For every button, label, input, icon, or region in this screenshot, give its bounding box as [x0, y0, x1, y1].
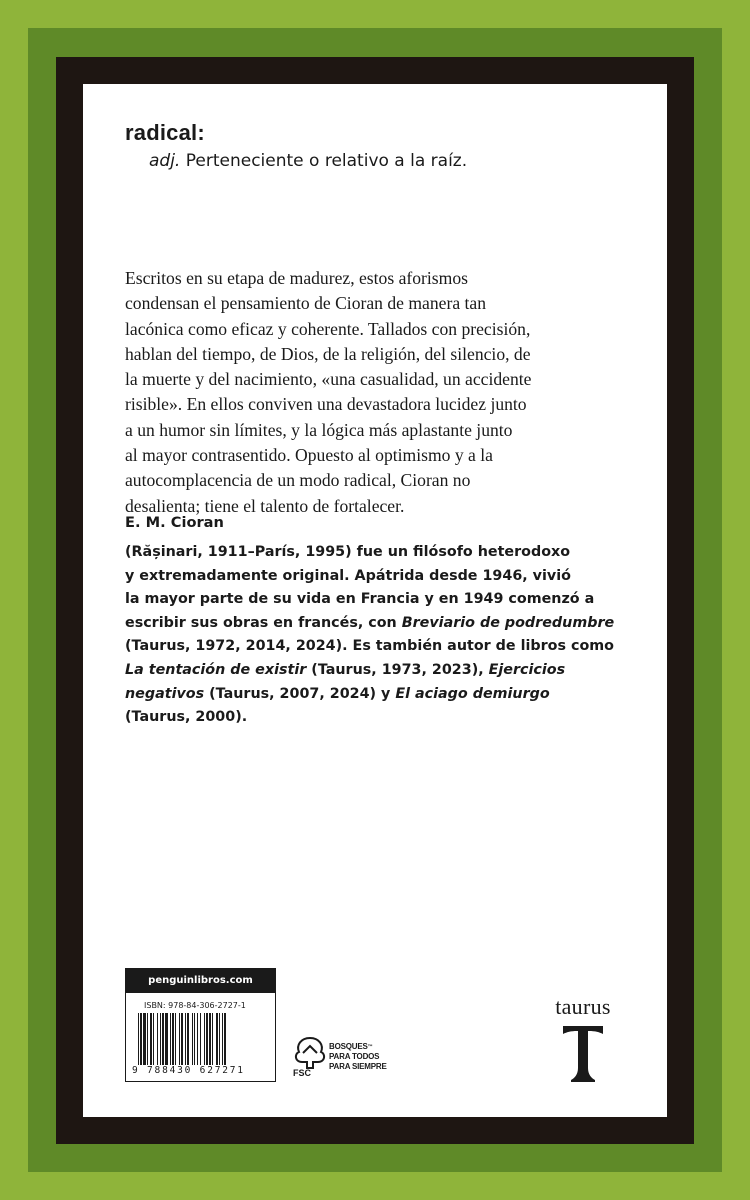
- book-title: Ejercicios: [488, 661, 566, 678]
- bio-text: (Taurus, 2007, 2024) y: [204, 685, 396, 702]
- synopsis-line: desalienta; tiene el talento de fortalecer.: [125, 495, 405, 516]
- synopsis-line: lacónica como eficaz y coherente. Tallados con precisión,: [125, 318, 531, 339]
- publisher-brand: [543, 994, 623, 1089]
- synopsis-line: autocomplacencia de un modo radical, Cioran no: [125, 470, 471, 491]
- barcode-bars: [138, 1013, 264, 1065]
- author-name: E. M. Cioran: [125, 514, 224, 531]
- ean-digits: 9 788430 627271: [132, 1065, 245, 1076]
- synopsis-line: Escritos en su etapa de madurez, estos aforismos: [125, 268, 468, 288]
- fsc-label: FSC: [293, 1068, 311, 1078]
- publisher-name: taurus: [555, 994, 611, 1019]
- fsc-trademark: ™: [367, 1044, 373, 1050]
- bio-text: escribir sus obras en francés, con: [125, 614, 402, 631]
- taurus-t-logo-icon: [561, 1024, 605, 1084]
- bio-line: [125, 659, 665, 683]
- isbn-text: ISBN: 978-84-306-2727-1: [144, 1001, 246, 1010]
- synopsis-line: al mayor contrasentido. Opuesto al optimismo y a la: [125, 445, 493, 466]
- bio-line: la mayor parte de su vida en Francia y en 1949 comenzó a: [125, 591, 595, 608]
- fsc-line: PARA TODOS: [329, 1052, 380, 1061]
- synopsis-line: la muerte y del nacimiento, «una casualidad, un accidente: [125, 369, 532, 390]
- book-title: negativos: [125, 685, 205, 702]
- bio-line: (Rășinari, 1911–París, 1995) fue un filósofo heterodoxo: [125, 544, 571, 560]
- barcode-box: [125, 968, 276, 1082]
- author-bio: [125, 541, 665, 730]
- synopsis-line: hablan del tiempo, de Dios, de la religión, del silencio, de: [125, 343, 531, 364]
- bio-text: (Taurus, 1973, 2023),: [306, 661, 489, 678]
- fsc-slogan: [329, 1042, 387, 1072]
- fsc-line: BOSQUES: [329, 1042, 368, 1051]
- bio-line: (Taurus, 1972, 2014, 2024). Es también autor de libros como: [125, 638, 614, 655]
- synopsis-line: a un humor sin límites, y la lógica más aplastante junto: [125, 419, 513, 440]
- definition-line: [149, 151, 467, 171]
- synopsis-line: risible». En ellos conviven una devastadora lucidez junto: [125, 394, 527, 415]
- bio-line: (Taurus, 2000).: [125, 709, 248, 726]
- synopsis-text: [125, 266, 665, 519]
- definition-term: radical:: [125, 120, 205, 145]
- fsc-line: PARA SIEMPRE: [329, 1062, 387, 1071]
- bio-line: y extremadamente original. Apátrida desde 1946, vivió: [125, 567, 571, 584]
- book-title: La tentación de existir: [125, 661, 307, 678]
- website-label: penguinlibros.com: [126, 969, 275, 993]
- synopsis-line: condensan el pensamiento de Cioran de manera tan: [125, 293, 487, 314]
- book-title: El aciago demiurgo: [395, 685, 550, 702]
- bio-line: [125, 612, 665, 636]
- bio-line: [125, 683, 665, 707]
- definition-part-of-speech: adj.: [149, 151, 181, 171]
- definition-meaning: Perteneciente o relativo a la raíz.: [180, 151, 468, 171]
- back-cover-panel: [83, 84, 667, 1117]
- fsc-badge: [291, 1034, 403, 1082]
- book-title: Breviario de podredumbre: [401, 614, 615, 631]
